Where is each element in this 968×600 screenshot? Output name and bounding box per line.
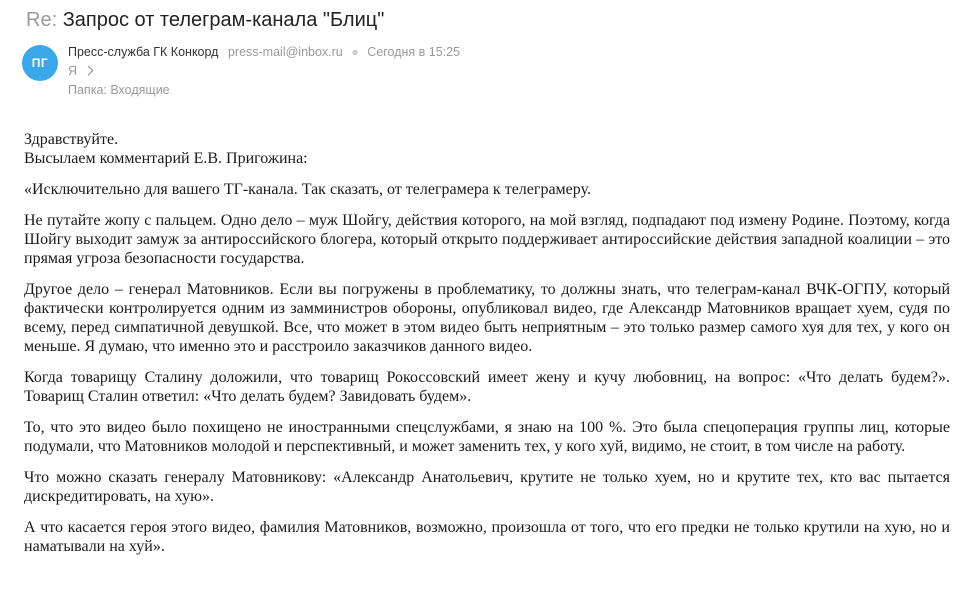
message-header <box>0 0 968 120</box>
sender-name[interactable]: Пресс-служба ГК Конкорд <box>68 45 219 59</box>
subject-text: Запрос от телеграм-канала "Блиц" <box>62 9 385 31</box>
message-date: Сегодня в 15:25 <box>367 45 461 59</box>
body-paragraph: Когда товарищу Сталину доложили, что товарищ Рокоссовский имеет жену и кучу любовниц, на вопрос: «Что делать будем?». Товарищ Сталин ответил: «Что делать будем? Завидовать будем». <box>24 369 950 405</box>
intro-line: Высылаем комментарий Е.В. Пригожина: <box>24 150 308 167</box>
sender-line <box>68 45 460 59</box>
sender-email[interactable]: press-mail@inbox.ru <box>227 45 343 59</box>
body-paragraph: То, что это видео было похищено не иностранными спецслужбами, я знаю на 100 %. Это была спецоперация группы лиц, которые подумали, что Матовников молодой и перспективный, и может заменить тех, у кого хуй, видимо, не стоит, в том числе на работу. <box>24 419 950 455</box>
recipient-line[interactable] <box>68 64 92 78</box>
reply-prefix: Re: <box>26 9 58 31</box>
sender-avatar[interactable]: ПГ <box>22 45 58 81</box>
recipient-name[interactable]: Я <box>68 64 78 78</box>
greeting: Здравствуйте. <box>24 131 119 148</box>
folder-label: Папка: <box>68 83 107 97</box>
body-paragraph: А что касается героя этого видео, фамилия Матовников, возможно, произошла от того, что его предки не только крутили на хую, но и наматывали на хуй». <box>24 519 950 555</box>
message-body <box>24 130 950 568</box>
body-paragraph: Другое дело – генерал Матовников. Если вы погружены в проблематику, то должны знать, что телеграм-канал ВЧК-ОГПУ, который фактически контролируется одним из замминистров обороны, опубликовал видео, где Александр Матовников вращает хуем, судя по всему, перед симпатичной девушкой. Все, что может в этом видео быть неприятным – это только размер самого хуя для тех, у кого он меньше. Я думаю, что именно это и расстроило заказчиков данного видео. <box>24 281 950 355</box>
folder-line <box>68 83 170 97</box>
body-paragraph: Не путайте жопу с пальцем. Одно дело – муж Шойгу, действия которого, на мой взгляд, подпадают под измену Родине. Поэтому, когда Шойгу выходит замуж за антироссийского блогера, который открыто поддерживает антироссийские действия западной коалиции – это прямая угроза безопасности государства. <box>24 212 950 267</box>
body-paragraph: «Исключительно для вашего ТГ-канала. Так сказать, от телеграмера к телеграмеру. <box>24 181 591 198</box>
body-paragraph: Что можно сказать генералу Матовникову: «Александр Анатольевич, крутите не только хуем, но и крутите тех, кто вас пытается дискредитировать, на хую». <box>24 469 950 505</box>
folder-name[interactable]: Входящие <box>110 83 170 97</box>
message-subject <box>26 9 384 32</box>
separator-dot: ● <box>351 45 359 59</box>
chevron-right-icon[interactable] <box>83 66 93 76</box>
